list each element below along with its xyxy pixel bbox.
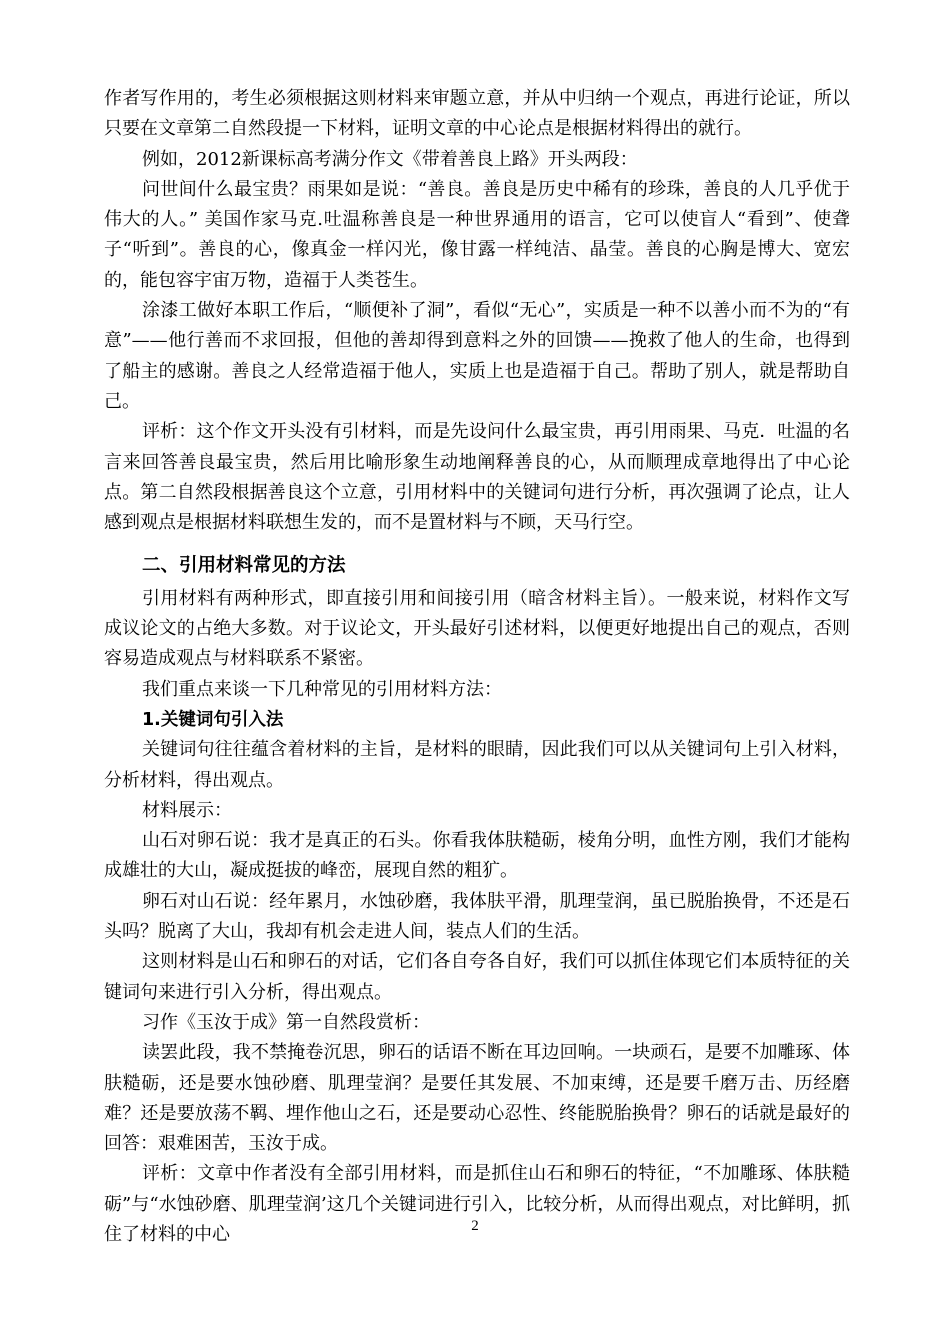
paragraph-material-analysis: 这则材料是山石和卵石的对话，它们各自夸各自好，我们可以抓住体现它们本质特征的关键词句来进行引入分析，得出观点。 (104, 951, 850, 1003)
paragraph-example-second: 涂漆工做好本职工作后，“顺便补了洞”，看似“无心”，实质是一种不以善小而不为的“有意”——他行善而不求回报，但他的善却得到意料之外的回馈——挽救了他人的生命，也得到了船主的感谢。善良之人经常造福于他人，实质上也是造福于自己。帮助了别人，就是帮助自己。 (104, 300, 850, 412)
paragraph-final-commentary: 评析：文章中作者没有全部引用材料，而是抓住山石和卵石的特征，“不加雕琢、体肤糙砺”与“水蚀砂磨、肌理莹润’这几个关键词进行引入，比较分析，从而得出观点，对比鲜明，抓住了材料的中心 (104, 1163, 850, 1245)
subsection-heading: 1.关键词句引入法 (142, 709, 284, 730)
paragraph-mountain-stone: 山石对卵石说：我才是真正的石头。你看我体肤糙砺，棱角分明，血性方刚，我们才能构成雄壮的大山，凝成挺拔的峰峦，展现自然的粗犷。 (104, 830, 850, 882)
paragraph-citation-forms: 引用材料有两种形式，即直接引用和间接引用（暗含材料主旨）。一般来说，材料作文写成议论文的占绝大多数。对于议论文，开头最好引述材料，以便更好地提出自己的观点，否则容易造成观点与材料联系不紧密。 (104, 587, 850, 670)
paragraph-methods-intro: 我们重点来谈一下几种常见的引用材料方法： (142, 678, 502, 700)
paragraph-continuation: 作者写作用的，考生必须根据这则材料来审题立意，并从中归纳一个观点，再进行论证，所以只要在文章第二自然段提一下材料，证明文章的中心论点是根据材料得出的就行。 (104, 88, 850, 140)
paragraph-example-intro: 例如，2012新课标高考满分作文《带着善良上路》开头两段： (142, 148, 638, 170)
page-number: 2 (471, 1218, 479, 1234)
document-body (104, 84, 850, 1250)
paragraph-keyword-method: 关键词句往往蕴含着材料的主旨，是材料的眼睛，因此我们可以从关键词句上引入材料，分析材料，得出观点。 (104, 739, 850, 791)
paragraph-commentary: 评析：这个作文开头没有引材料，而是先设问什么最宝贵，再引用雨果、马克．吐温的名言来回答善良最宝贵，然后用比喻形象生动地阐释善良的心，从而顺理成章地得出了中心论点。第二自然段根据善良这个立意，引用材料中的关键词句进行分析，再次强调了论点，让人感到观点是根据材料联想生发的，而不是置材料与不顾，天马行空。 (104, 421, 850, 534)
paragraph-essay-excerpt: 读罢此段，我不禁掩卷沉思，卵石的话语不断在耳边回响。一块顽石，是要不加雕琢、体肤糙砺，还是要水蚀砂磨、肌理莹润？是要任其发展、不加束缚，还是要千磨万击、历经磨难？还是要放荡不羁、埋作他山之石，还是要动心忍性、终能脱胎换骨？卵石的话就是最好的回答：艰难困苦，玉汝于成。 (104, 1042, 850, 1155)
paragraph-material-label: 材料展示： (142, 799, 232, 821)
paragraph-pebble: 卵石对山石说：经年累月，水蚀砂磨，我体肤平滑，肌理莹润，虽已脱胎换骨，不还是石头吗？脱离了大山，我却有机会走进人间，装点人们的生活。 (104, 890, 850, 943)
paragraph-example-first: 问世间什么最宝贵？雨果如是说：“善良。善良是历史中稀有的珍珠，善良的人几乎优于伟大的人。” 美国作家马克.吐温称善良是一种世界通用的语言，它可以使盲人“看到”、使聋子“听到”。善良的心，像真金一样闪光，像甘露一样纯洁、晶莹。善良的心胸是博大、宽宏的，能包容宇宙万物，造福于人类苍生。 (104, 178, 850, 291)
paragraph-essay-label: 习作《玉汝于成》第一自然段赏析： (142, 1011, 430, 1033)
section-heading: 二、引用材料常见的方法 (142, 555, 346, 577)
